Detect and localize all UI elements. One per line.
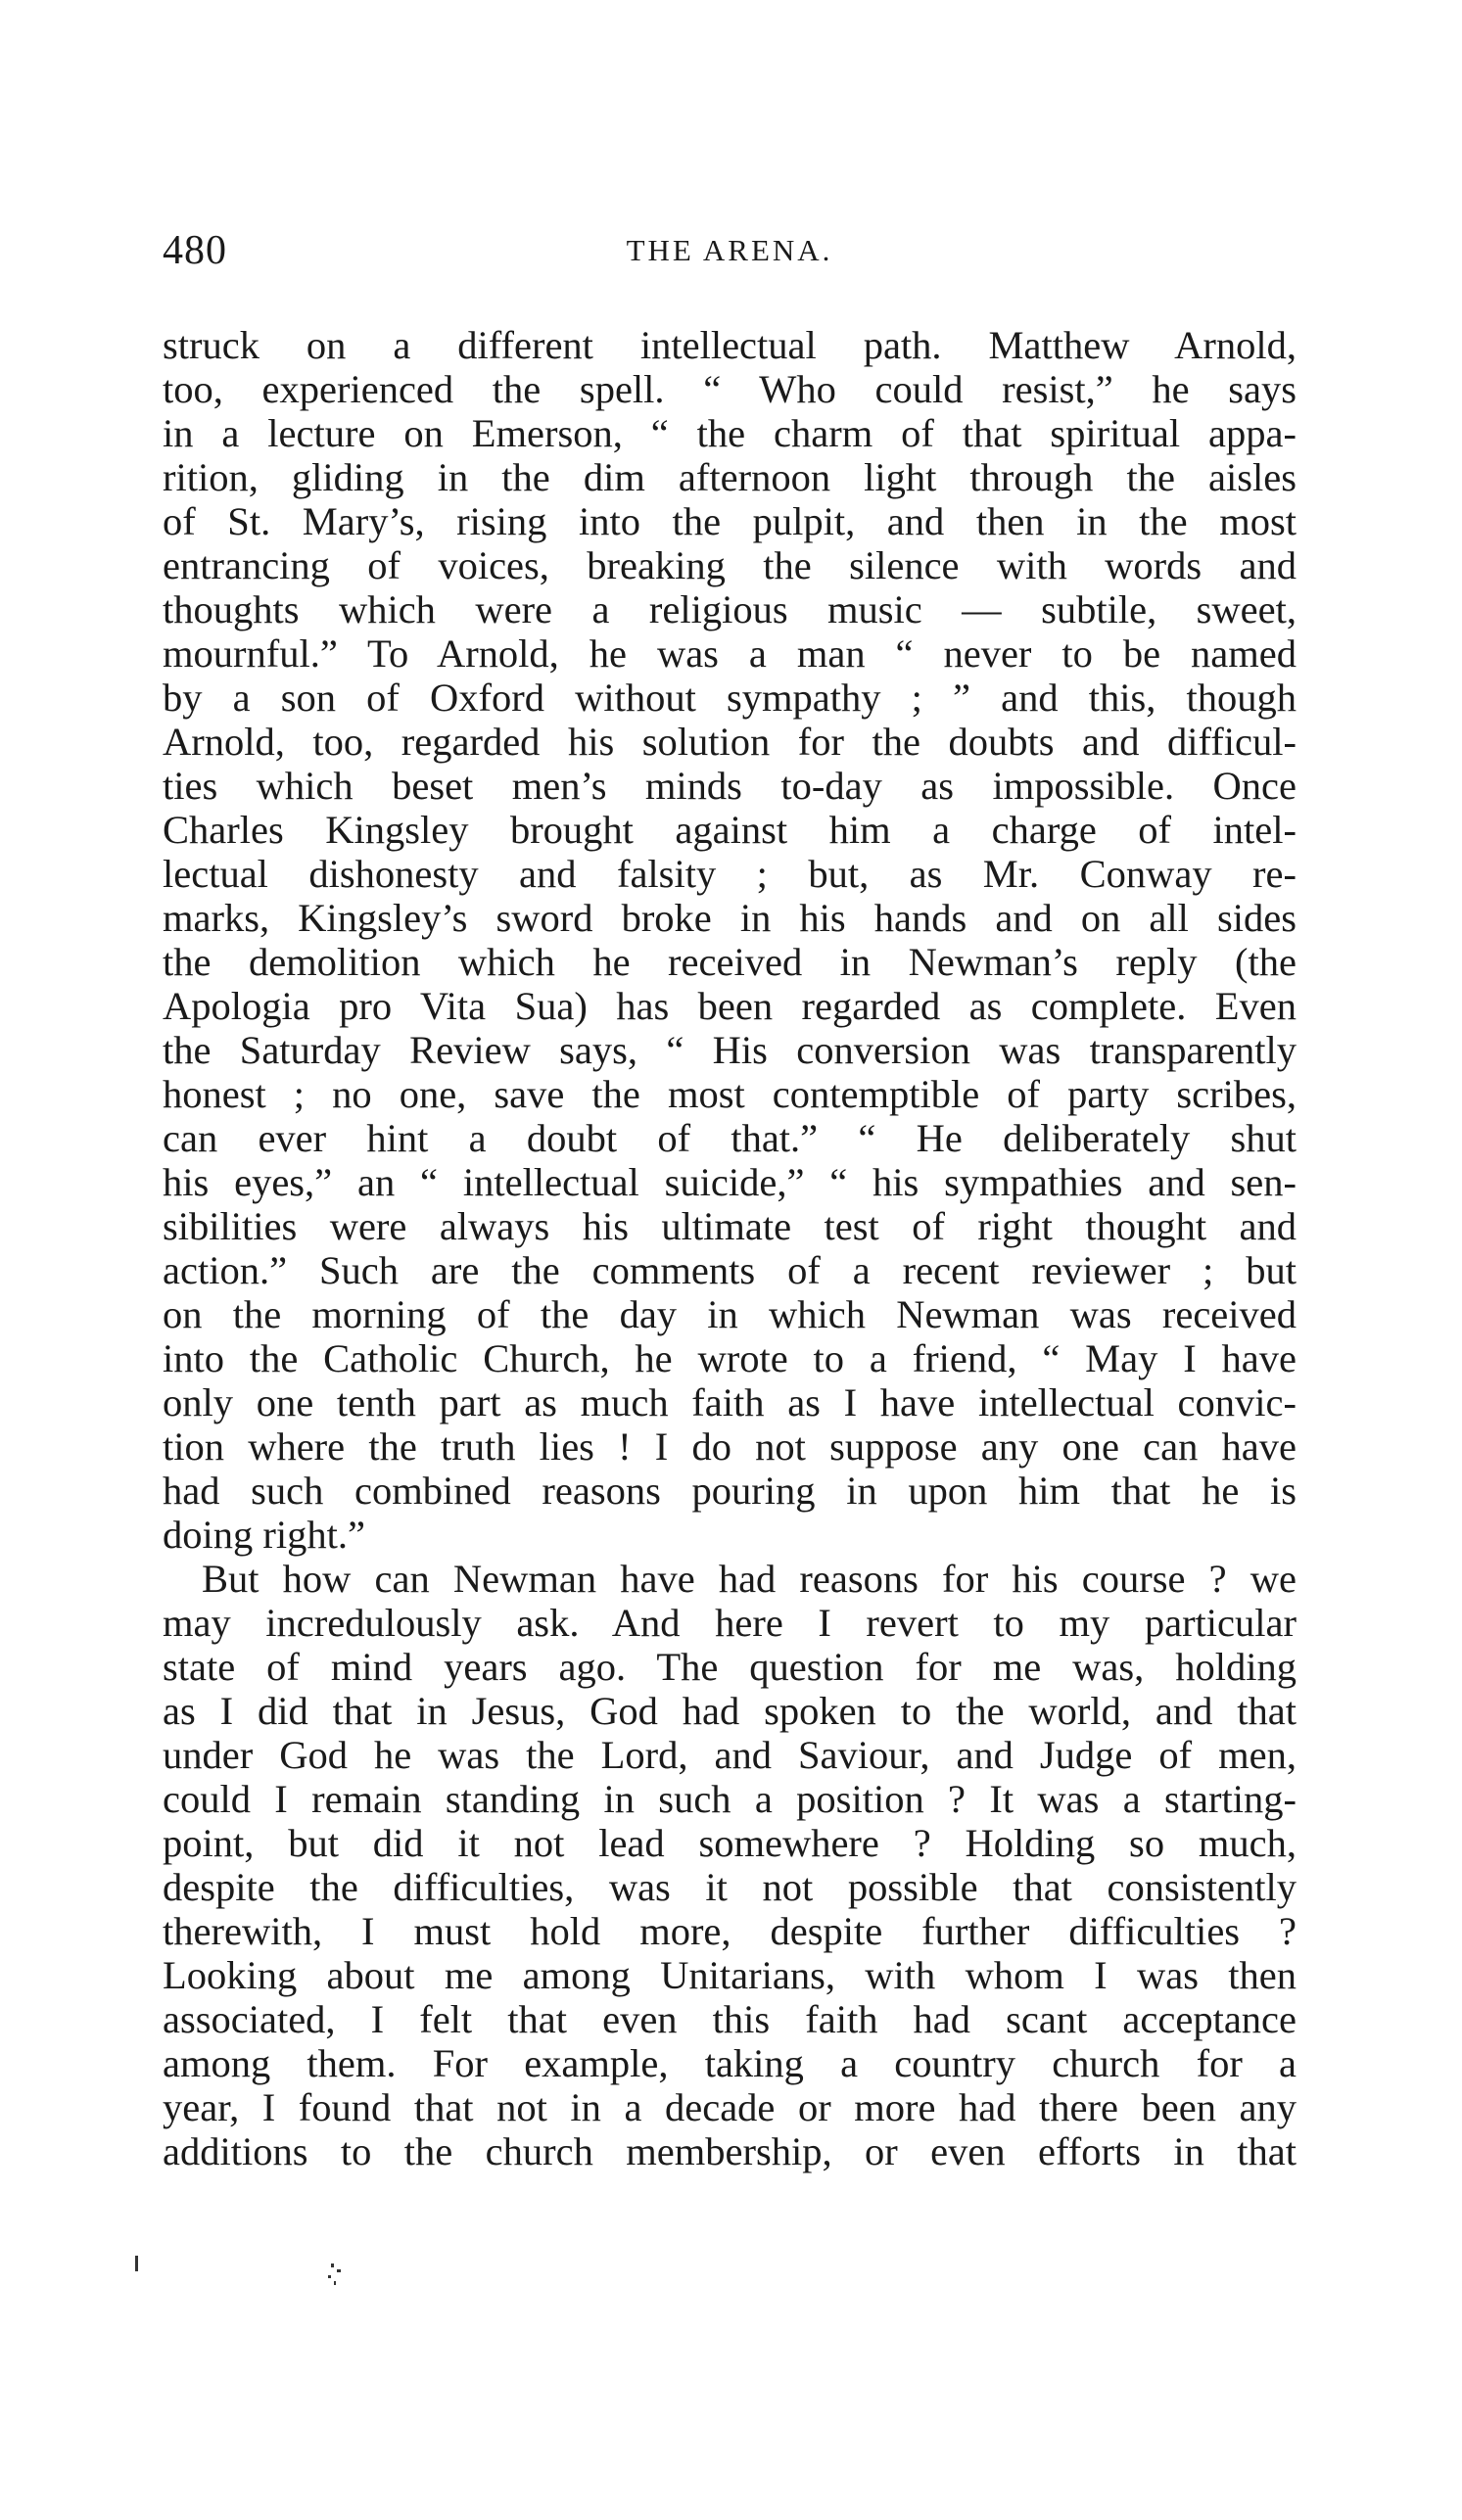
text-line: ties which beset men’s minds to-day as impossible. Once: [163, 764, 1297, 808]
paragraph-end-line: doing right.”: [163, 1513, 365, 1557]
body-text: [163, 323, 1297, 2173]
scan-speck: [337, 2269, 341, 2272]
text-line: too, experienced the spell. “ Who could resist,” he says: [163, 367, 1297, 411]
text-line: thoughts which were a religious music — subtile, sweet,: [163, 587, 1297, 631]
text-line: Looking about me among Unitarians, with whom I was then: [163, 1953, 1297, 1997]
text-line: marks, Kingsley’s sword broke in his hands and on all sides: [163, 896, 1297, 940]
text-line: into the Catholic Church, he wrote to a friend, “ May I have: [163, 1336, 1297, 1380]
text-line: tion where the truth lies ! I do not suppose any one can have: [163, 1424, 1297, 1469]
text-line: Arnold, too, regarded his solution for the doubts and difficul-: [163, 720, 1297, 764]
text-line: among them. For example, taking a country church for a: [163, 2041, 1297, 2085]
text-line: despite the difficulties, was it not possible that consistently: [163, 1865, 1297, 1909]
text-line: therewith, I must hold more, despite further difficulties ?: [163, 1909, 1297, 1953]
text-line: of St. Mary’s, rising into the pulpit, and then in the most: [163, 499, 1297, 543]
text-line: in a lecture on Emerson, “ the charm of that spiritual appa-: [163, 411, 1297, 455]
text-line: his eyes,” an “ intellectual suicide,” “ his sympathies and sen-: [163, 1160, 1297, 1204]
text-line: can ever hint a doubt of that.” “ He deliberately shut: [163, 1116, 1297, 1160]
text-line: sibilities were always his ultimate test of right thought and: [163, 1204, 1297, 1248]
text-line: entrancing of voices, breaking the silence with words and: [163, 543, 1297, 587]
text-line: Charles Kingsley brought against him a charge of intel-: [163, 808, 1297, 852]
paragraph-first-line: But how can Newman have had reasons for his course ? we: [202, 1557, 1297, 1601]
scan-speck: [331, 2263, 334, 2267]
text-line: as I did that in Jesus, God had spoken to the world, and that: [163, 1689, 1297, 1733]
text-line: lectual dishonesty and falsity ; but, as Mr. Conway re-: [163, 852, 1297, 896]
text-line: honest ; no one, save the most contemptible of party scribes,: [163, 1072, 1297, 1116]
text-line: additions to the church membership, or even efforts in that: [163, 2129, 1297, 2173]
text-line: associated, I felt that even this faith had scant acceptance: [163, 1997, 1297, 2041]
text-line: struck on a different intellectual path. Matthew Arnold,: [163, 323, 1297, 367]
text-line: the Saturday Review says, “ His conversion was transparently: [163, 1028, 1297, 1072]
text-line: year, I found that not in a decade or more had there been any: [163, 2085, 1297, 2129]
scan-specks: [127, 2250, 362, 2309]
text-line: state of mind years ago. The question for me was, holding: [163, 1645, 1297, 1689]
scan-speck: [135, 2256, 138, 2271]
page-number: 480: [163, 228, 227, 273]
text-line: may incredulously ask. And here I revert to my particular: [163, 1601, 1297, 1645]
text-line: could I remain standing in such a position ? It was a starting-: [163, 1777, 1297, 1821]
text-line: had such combined reasons pouring in upon him that he is: [163, 1469, 1297, 1513]
journal-title: THE ARENA.: [626, 233, 833, 267]
scan-speck: [328, 2275, 331, 2278]
text-line: on the morning of the day in which Newman was received: [163, 1292, 1297, 1336]
text-line: action.” Such are the comments of a recent reviewer ; but: [163, 1248, 1297, 1292]
text-line: only one tenth part as much faith as I have intellectual convic-: [163, 1380, 1297, 1424]
text-line: point, but did it not lead somewhere ? Holding so much,: [163, 1821, 1297, 1865]
text-line: rition, gliding in the dim afternoon light through the aisles: [163, 455, 1297, 499]
running-head: [163, 227, 1297, 286]
text-line: mournful.” To Arnold, he was a man “ never to be named: [163, 631, 1297, 676]
scan-speck: [334, 2281, 336, 2285]
text-line: by a son of Oxford without sympathy ; ” and this, though: [163, 676, 1297, 720]
text-line: the demolition which he received in Newman’s reply (the: [163, 940, 1297, 984]
text-line: under God he was the Lord, and Saviour, and Judge of men,: [163, 1733, 1297, 1777]
text-line: Apologia pro Vita Sua) has been regarded as complete. Even: [163, 984, 1297, 1028]
